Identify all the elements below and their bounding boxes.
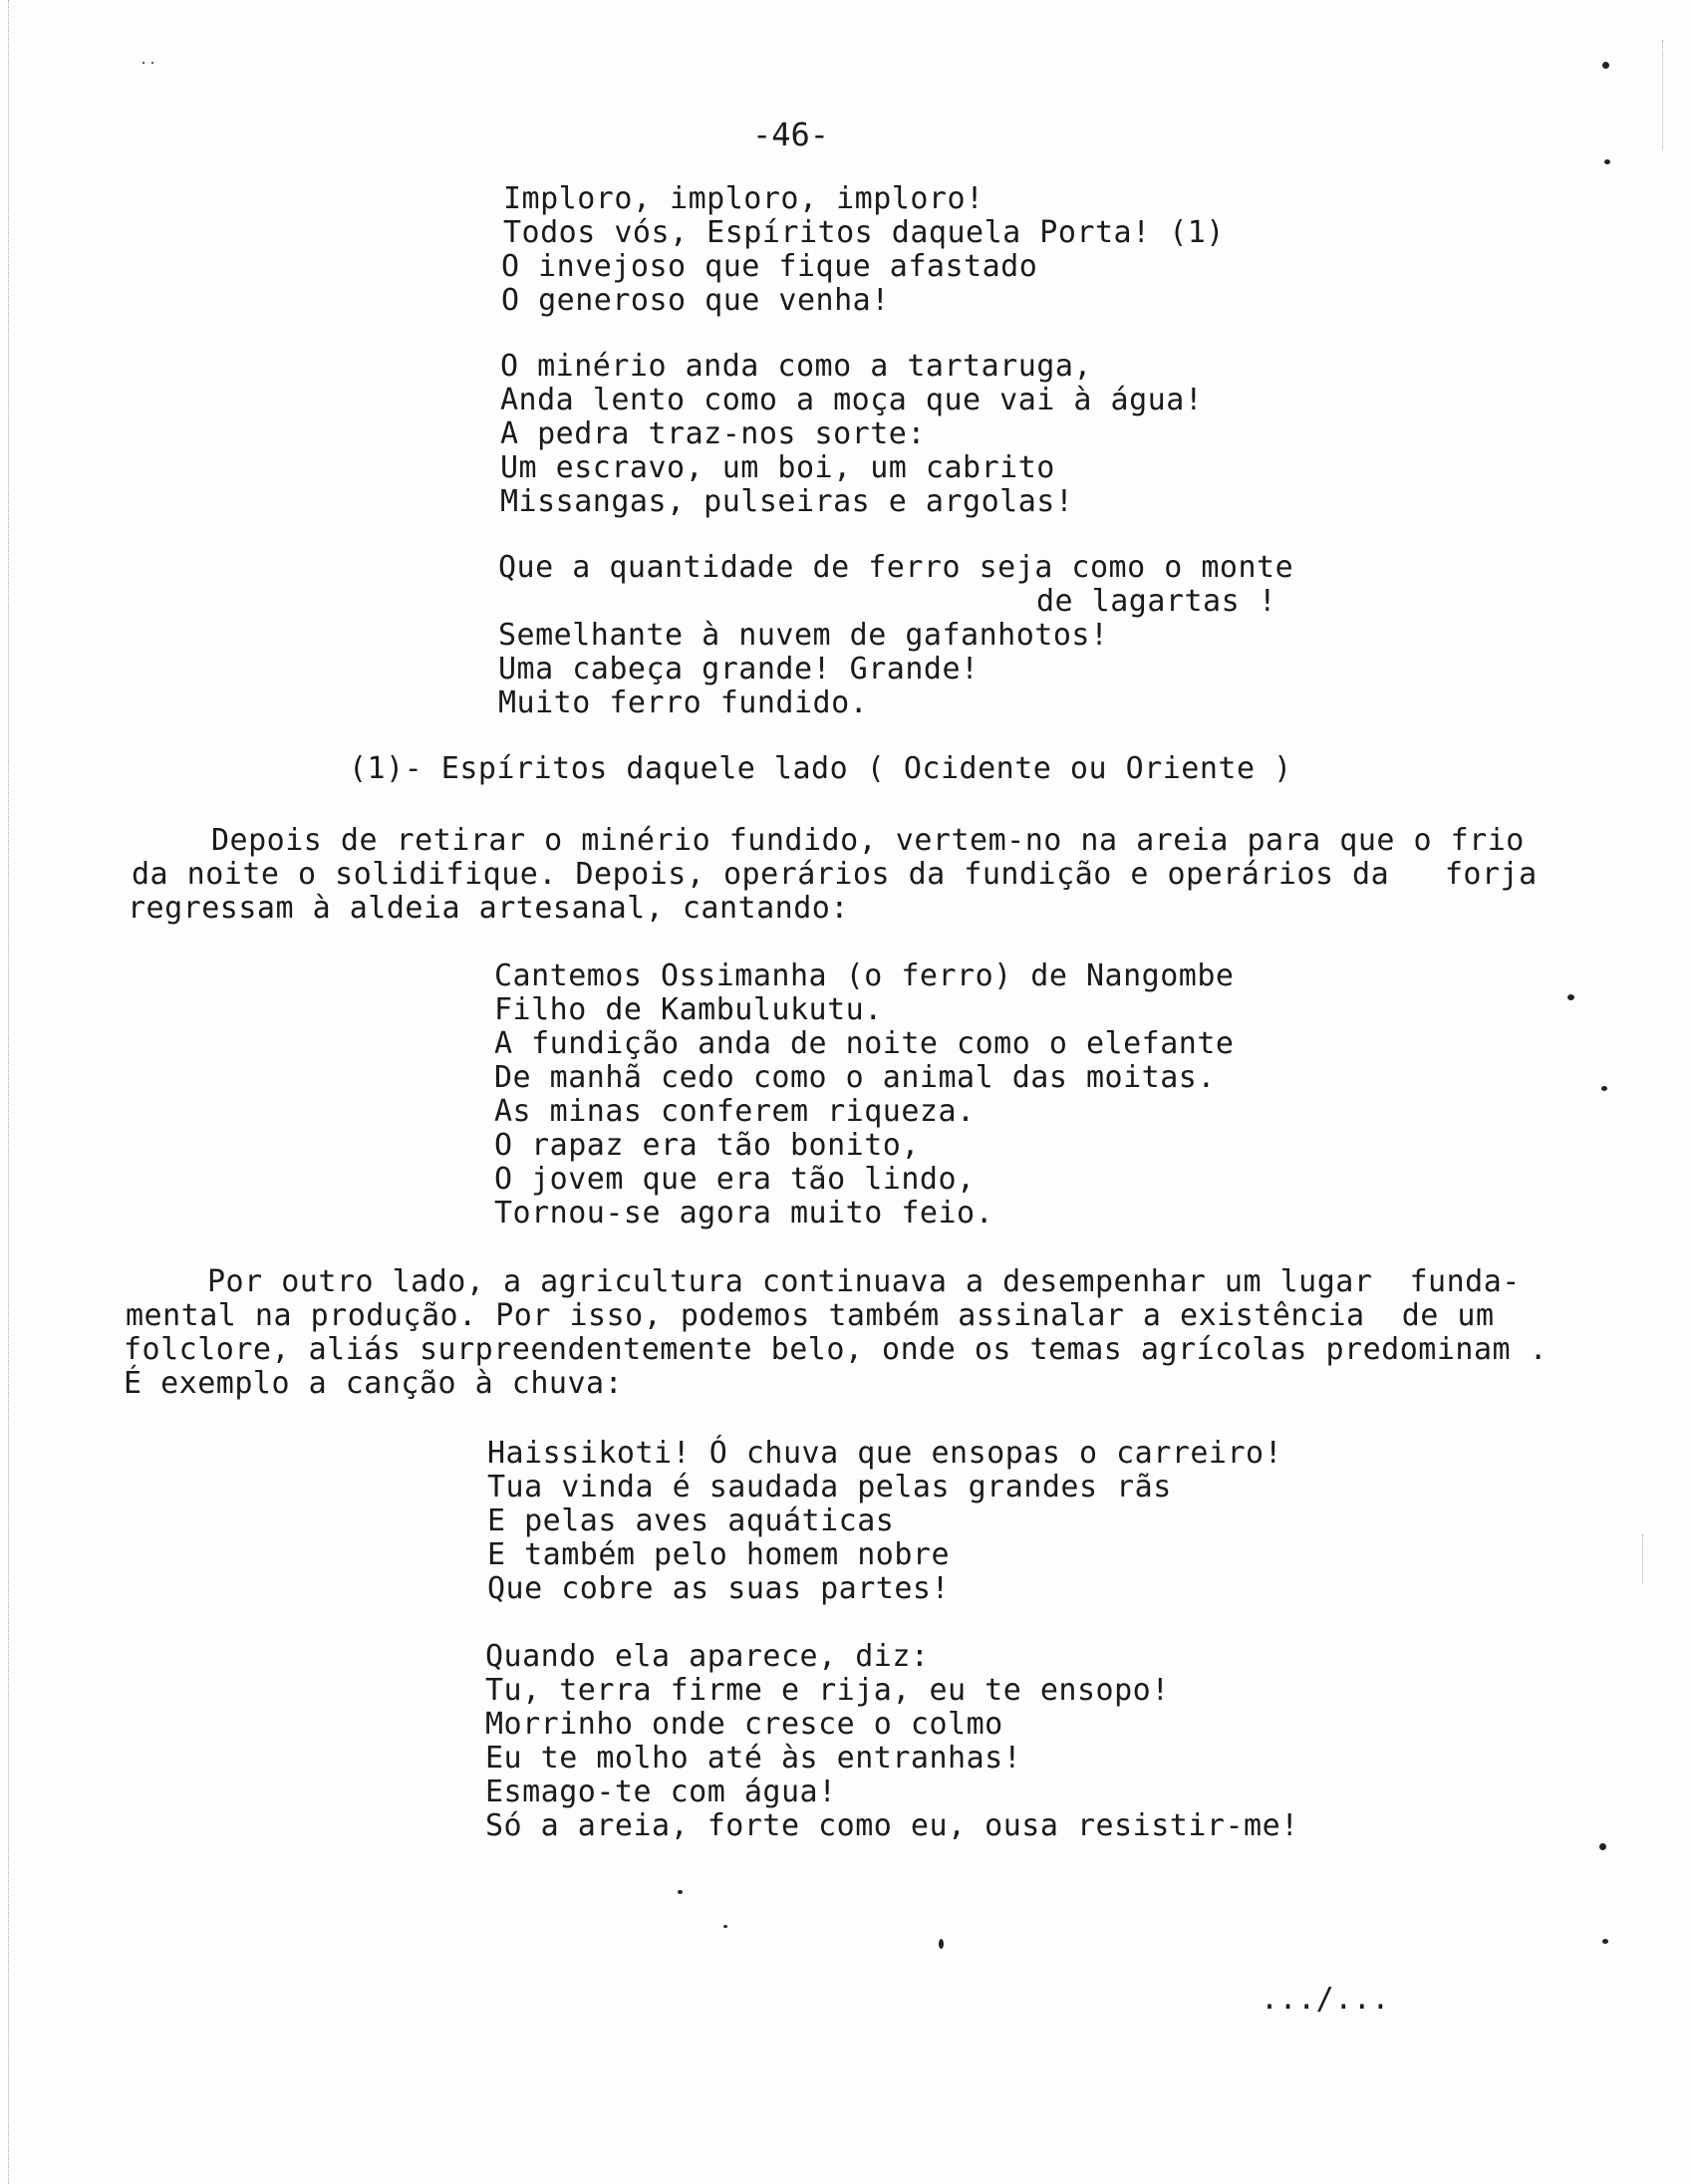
song-line: Esmago-te com água!	[485, 1774, 837, 1809]
scan-speck	[151, 62, 153, 64]
song-line: E pelas aves aquáticas	[487, 1503, 895, 1538]
page-number: -46-	[752, 116, 830, 153]
poem-line: Um escravo, um boi, um cabrito	[500, 450, 1055, 485]
scan-speck	[1602, 62, 1609, 69]
poem-line: Missangas, pulseiras e argolas!	[500, 484, 1074, 519]
poem-line: Anda lento como a moça que vai à água!	[500, 383, 1204, 417]
poem-line: O minério anda como a tartaruga,	[500, 349, 1092, 384]
song-line: Tu, terra firme e rija, eu te ensopo!	[485, 1673, 1170, 1708]
song-line: Só a areia, forte como eu, ousa resistir-me!	[485, 1808, 1299, 1843]
poem-line: Semelhante à nuvem de gafanhotos!	[498, 618, 1109, 653]
poem-line: Todos vós, Espíritos daquela Porta! (1)	[503, 215, 1225, 250]
poem-line: Uma cabeça grande! Grande!	[498, 652, 980, 686]
poem-line: de lagartas !	[1036, 584, 1277, 619]
poem-line: O generoso que venha!	[501, 283, 890, 318]
scan-speck	[142, 62, 144, 64]
poem-line: Que a quantidade de ferro seja como o monte	[498, 550, 1294, 585]
scan-speck	[1604, 159, 1610, 164]
poem-line: Muito ferro fundido.	[498, 685, 869, 720]
paragraph-line: Depois de retirar o minério fundido, vertem-no na areia para que o frio	[211, 823, 1525, 858]
song-line: Filho de Kambulukutu.	[494, 992, 883, 1027]
paragraph-line: folclore, aliás surpreendentemente belo, onde os temas agrícolas predominam .	[124, 1332, 1549, 1367]
right-margin-edge	[1662, 40, 1663, 149]
song-line: Quando ela aparece, diz:	[485, 1639, 930, 1674]
continuation-marker: .../...	[1261, 1982, 1390, 2017]
left-margin-edge	[8, 0, 9, 2184]
scan-speck	[1599, 1843, 1606, 1850]
song-line: O jovem que era tão lindo,	[494, 1162, 976, 1197]
scan-speck	[723, 1925, 727, 1928]
song-line: As minas conferem riqueza.	[494, 1094, 976, 1129]
paragraph-line: Por outro lado, a agricultura continuava a desempenhar um lugar funda-	[207, 1264, 1521, 1299]
song-line: E também pelo homem nobre	[487, 1537, 951, 1572]
song-line: De manhã cedo como o animal das moitas.	[494, 1060, 1216, 1095]
song-line: Haissikoti! Ó chuva que ensopas o carreiro!	[487, 1436, 1283, 1471]
poem-line: Imploro, imploro, imploro!	[503, 181, 985, 216]
scan-speck	[678, 1890, 683, 1894]
paragraph-line: regressam à aldeia artesanal, cantando:	[128, 891, 849, 926]
song-line: Que cobre as suas partes!	[487, 1571, 951, 1606]
song-line: A fundição anda de noite como o elefante	[494, 1026, 1235, 1061]
right-margin-edge-lower	[1642, 1534, 1643, 1584]
song-line: O rapaz era tão bonito,	[494, 1128, 920, 1163]
song-line: Tua vinda é saudada pelas grandes rãs	[487, 1470, 1172, 1504]
paragraph-line: mental na produção. Por isso, podemos também assinalar a existência de um	[126, 1298, 1495, 1333]
paragraph-line: É exemplo a canção à chuva:	[124, 1366, 624, 1401]
paragraph-line: da noite o solidifique. Depois, operários da fundição e operários da forja	[132, 857, 1538, 892]
scan-speck	[1602, 1939, 1608, 1944]
song-line: Tornou-se agora muito feio.	[494, 1196, 994, 1230]
poem-line: A pedra traz-nos sorte:	[500, 416, 926, 451]
song-line: Morrinho onde cresce o colmo	[485, 1707, 1003, 1742]
scan-speck	[1567, 994, 1574, 1000]
footnote: (1)- Espíritos daquele lado ( Ocidente ou Oriente )	[349, 751, 1292, 786]
song-line: Cantemos Ossimanha (o ferro) de Nangombe	[494, 958, 1235, 993]
scan-speck	[1601, 1086, 1607, 1091]
scan-speck	[939, 1939, 944, 1949]
song-line: Eu te molho até às entranhas!	[485, 1741, 1022, 1775]
poem-line: O invejoso que fique afastado	[501, 249, 1038, 284]
